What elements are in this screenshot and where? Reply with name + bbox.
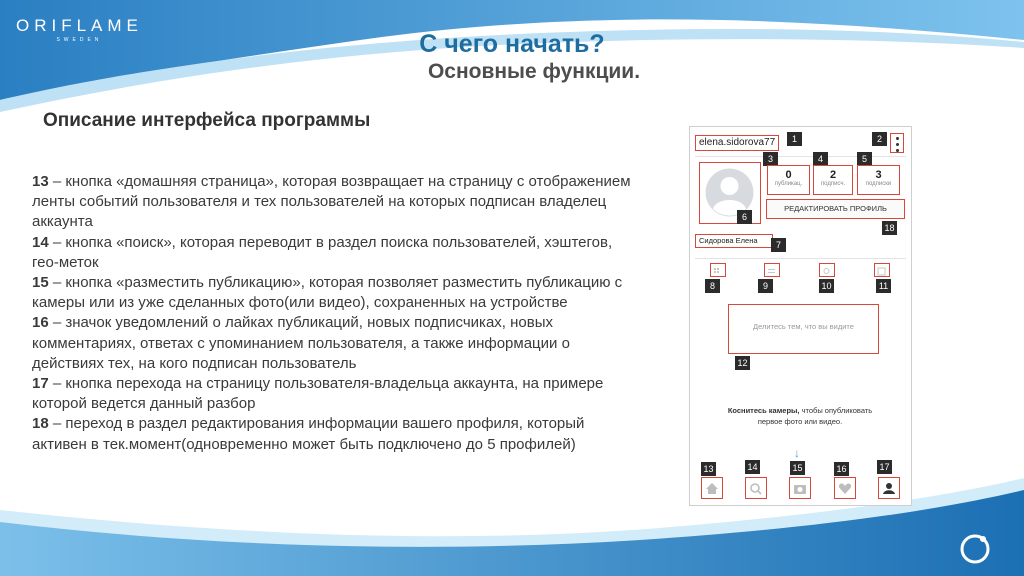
camera-tip-rest: чтобы опубликовать первое фото или видео. [757,406,873,426]
post-prompt-box[interactable]: Делитесь тем, что вы видите [728,304,879,354]
profile-icon[interactable] [878,477,900,499]
marker-15: 15 [790,461,805,475]
stat-followers[interactable] [813,165,853,195]
slide-subtitle: Основные функции. [427,60,641,83]
marker-13: 13 [701,462,716,476]
stat-value: 2 [829,169,837,181]
marker-2: 2 [872,132,887,146]
camera-icon[interactable] [789,477,811,499]
marker-3: 3 [763,152,778,166]
stat-value: 0 [785,169,792,181]
stat-posts[interactable] [767,165,810,195]
down-arrow-icon: ↓ [794,446,800,460]
item-text: – кнопка «разместить публикацию», которая позволяет разместить публикацию с камеры или из уже сделанных фото(или видео), сохраненных на устройстве [32,274,623,312]
username-label[interactable]: elena.sidorova77 [695,135,779,151]
item-text: – кнопка перехода на страницу пользователя-владельца аккаунта, на примере которой ведется данный разбор [32,375,604,413]
marker-11: 11 [876,279,891,293]
marker-5: 5 [857,152,872,166]
description-item [32,374,632,414]
marker-14: 14 [745,460,760,474]
tagged-icon[interactable] [874,263,890,277]
stat-label: подписки [865,181,892,187]
heart-icon[interactable] [834,477,856,499]
stat-label: подписч. [820,181,846,187]
description-item [32,273,632,313]
search-icon[interactable] [745,477,767,499]
marker-7: 7 [771,238,786,252]
item-text: – переход в раздел редактирования информации вашего профиля, который активен в тек.момент(одновременно может быть подключено до 5 профилей) [32,415,585,453]
item-text: – значок уведомлений о лайках публикаций, новых подписчиках, новых комментариях, ответах с упоминанием пользователя, а также информации о действиях тех, на кого подписан пользователь [32,314,570,372]
oriflame-ring-icon [958,532,992,566]
marker-6: 6 [737,210,752,224]
item-number: 17 [32,375,49,393]
marker-4: 4 [813,152,828,166]
home-icon[interactable] [701,477,723,499]
item-number: 16 [32,314,49,332]
section-heading: Описание интерфейса программы [43,110,371,131]
stat-following[interactable] [857,165,900,195]
menu-dots-icon[interactable] [890,133,904,153]
full-name-label: Сидорова Елена [695,234,773,248]
stat-label: публикац. [774,181,803,187]
brand-name: ORIFLAME [16,16,143,35]
brand-tagline: SWEDEN [56,37,103,43]
camera-tip-text [720,405,880,427]
item-number: 18 [32,415,49,433]
item-number: 14 [32,233,49,251]
item-number: 13 [32,173,49,190]
marker-1: 1 [787,132,802,146]
description-list [32,172,632,455]
description-item [32,414,632,454]
slide-title: С чего начать? [419,30,605,58]
location-icon[interactable] [819,263,835,277]
marker-10: 10 [819,279,834,293]
edit-profile-button[interactable]: РЕДАКТИРОВАТЬ ПРОФИЛЬ [766,199,905,219]
description-item [32,172,632,233]
marker-9: 9 [758,279,773,293]
marker-16: 16 [834,462,849,476]
item-text: – кнопка «домашняя страница», которая возвращает на страницу с отображением ленты событий пользователя и тех пользователей на которых подписан владелец аккаунта [32,173,631,231]
divider [695,156,906,157]
phone-screenshot [689,126,912,506]
divider [695,258,906,259]
marker-18: 18 [882,221,897,235]
stat-value: 3 [875,169,882,181]
marker-12: 12 [735,356,750,370]
description-item [32,233,632,273]
list-icon[interactable] [764,263,780,277]
description-item [32,313,632,374]
camera-tip-bold: Коснитесь камеры, [727,406,800,415]
marker-17: 17 [877,460,892,474]
item-text: – кнопка «поиск», которая переводит в раздел поиска пользователей, хэштегов, гео-меток [32,233,613,271]
grid-icon[interactable] [710,263,726,277]
marker-8: 8 [705,279,720,293]
item-number: 15 [32,274,49,292]
